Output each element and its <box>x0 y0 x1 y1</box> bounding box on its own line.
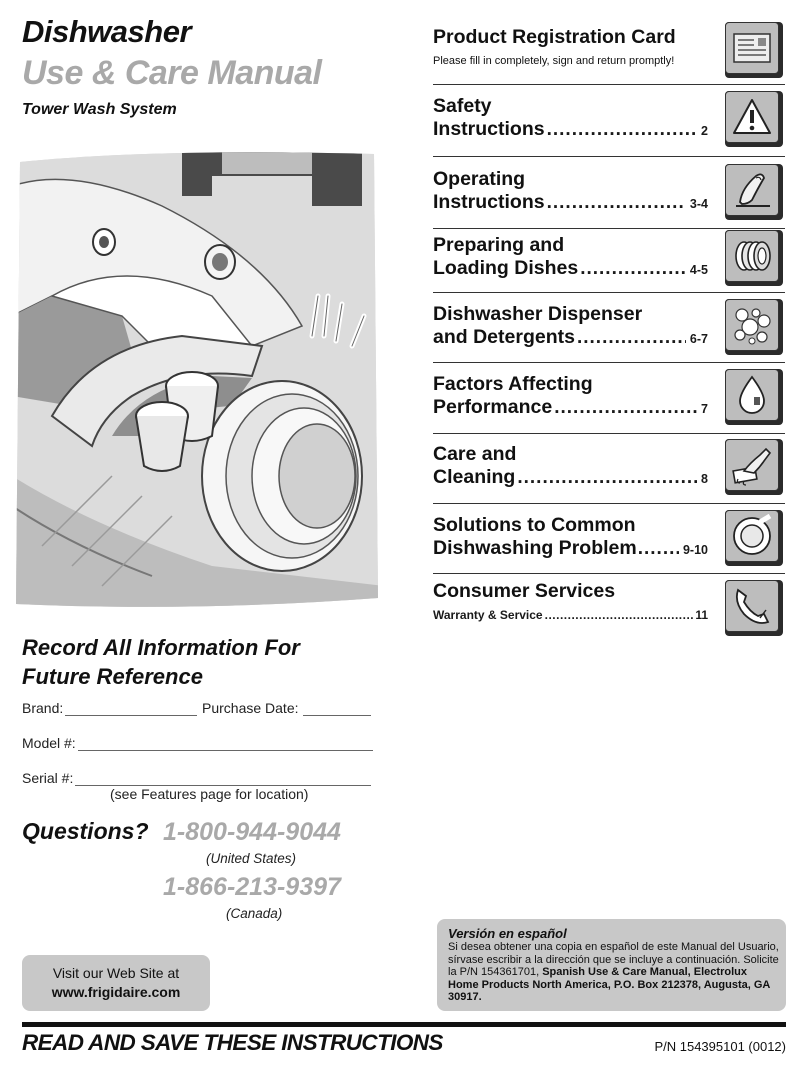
phone-canada[interactable]: 1-866-213-9397 <box>163 873 341 901</box>
spanish-version-title: Versión en español <box>448 926 567 941</box>
dishwasher-illustration <box>12 146 384 618</box>
part-number: P/N 154395101 (0012) <box>654 1039 786 1054</box>
toc-consumer-services[interactable]: Consumer Services Warranty & Service ..... 11 <box>433 580 708 622</box>
toc-divider <box>433 228 785 229</box>
detergent-bubbles-icon <box>725 299 783 355</box>
toc-divider <box>433 503 785 504</box>
stacked-dishes-icon <box>725 230 783 286</box>
system-name: Tower Wash System <box>22 101 177 118</box>
manual-title: Dishwasher <box>22 14 192 49</box>
manual-subtitle: Use & Care Manual <box>22 54 322 92</box>
record-info-heading: Record All Information For Future Reference <box>22 635 300 689</box>
finger-press-icon <box>725 164 783 220</box>
read-save-instructions: READ AND SAVE THESE INSTRUCTIONS <box>22 1030 443 1055</box>
toc-divider <box>433 156 785 157</box>
telephone-icon <box>725 580 783 636</box>
toc-factors-performance[interactable]: Factors Affecting Performance ..... 7 <box>433 373 708 419</box>
registration-card-icon <box>725 22 783 78</box>
toc-divider <box>433 362 785 363</box>
plate-icon <box>725 510 783 566</box>
country-canada-label: (Canada) <box>226 906 283 921</box>
questions-label: Questions? <box>22 818 149 844</box>
phone-us[interactable]: 1-800-944-9044 <box>163 818 341 846</box>
purchase-date-field[interactable]: Purchase Date: <box>202 700 371 716</box>
serial-number-field[interactable]: Serial #: <box>22 770 371 786</box>
website-link[interactable]: www.frigidaire.com <box>51 984 181 1000</box>
toc-divider <box>433 292 785 293</box>
toc-care-cleaning[interactable]: Care and Cleaning ..... 8 <box>433 443 708 489</box>
brand-field[interactable]: Brand: <box>22 700 197 716</box>
cleaning-hand-icon <box>725 439 783 495</box>
spanish-version-text: Si desea obtener una copia en español de este Manual del Usuario, sírvase escribir a la dirección que se incluye a continuación. Solicite la P/N 154361701, <box>448 941 779 978</box>
spanish-version-address: Spanish Use & Care Manual, Electrolux Home Products North America, P.O. Box 212378, Augusta, GA 30917. <box>448 966 770 1003</box>
toc-operating-instructions[interactable]: Operating Instructions ..... 3-4 <box>433 168 708 214</box>
spanish-version-panel <box>437 919 786 1011</box>
model-number-field[interactable]: Model #: <box>22 735 373 751</box>
toc-dispenser-detergents[interactable]: Dishwasher Dispenser and Detergents ..... 6-7 <box>433 303 708 349</box>
toc-divider <box>433 84 785 85</box>
footer-rule <box>22 1022 786 1027</box>
warning-icon <box>725 91 783 147</box>
toc-preparing-loading[interactable]: Preparing and Loading Dishes ..... 4-5 <box>433 234 708 280</box>
country-us-label: (United States) <box>206 851 297 866</box>
toc-divider <box>433 433 785 434</box>
serial-location-note: (see Features page for location) <box>110 786 309 802</box>
toc-solutions-problems[interactable]: Solutions to Common Dishwashing Problem ..... 9-10 <box>433 514 708 560</box>
website-panel: Visit our Web Site at www.frigidaire.com <box>22 955 210 1011</box>
toc-divider <box>433 573 785 574</box>
water-drop-icon <box>725 369 783 425</box>
toc-safety-instructions[interactable]: Safety Instructions ..... 2 <box>433 95 708 141</box>
toc-product-registration[interactable]: Product Registration Card Please fill in completely, sign and return promptly! <box>433 26 676 67</box>
